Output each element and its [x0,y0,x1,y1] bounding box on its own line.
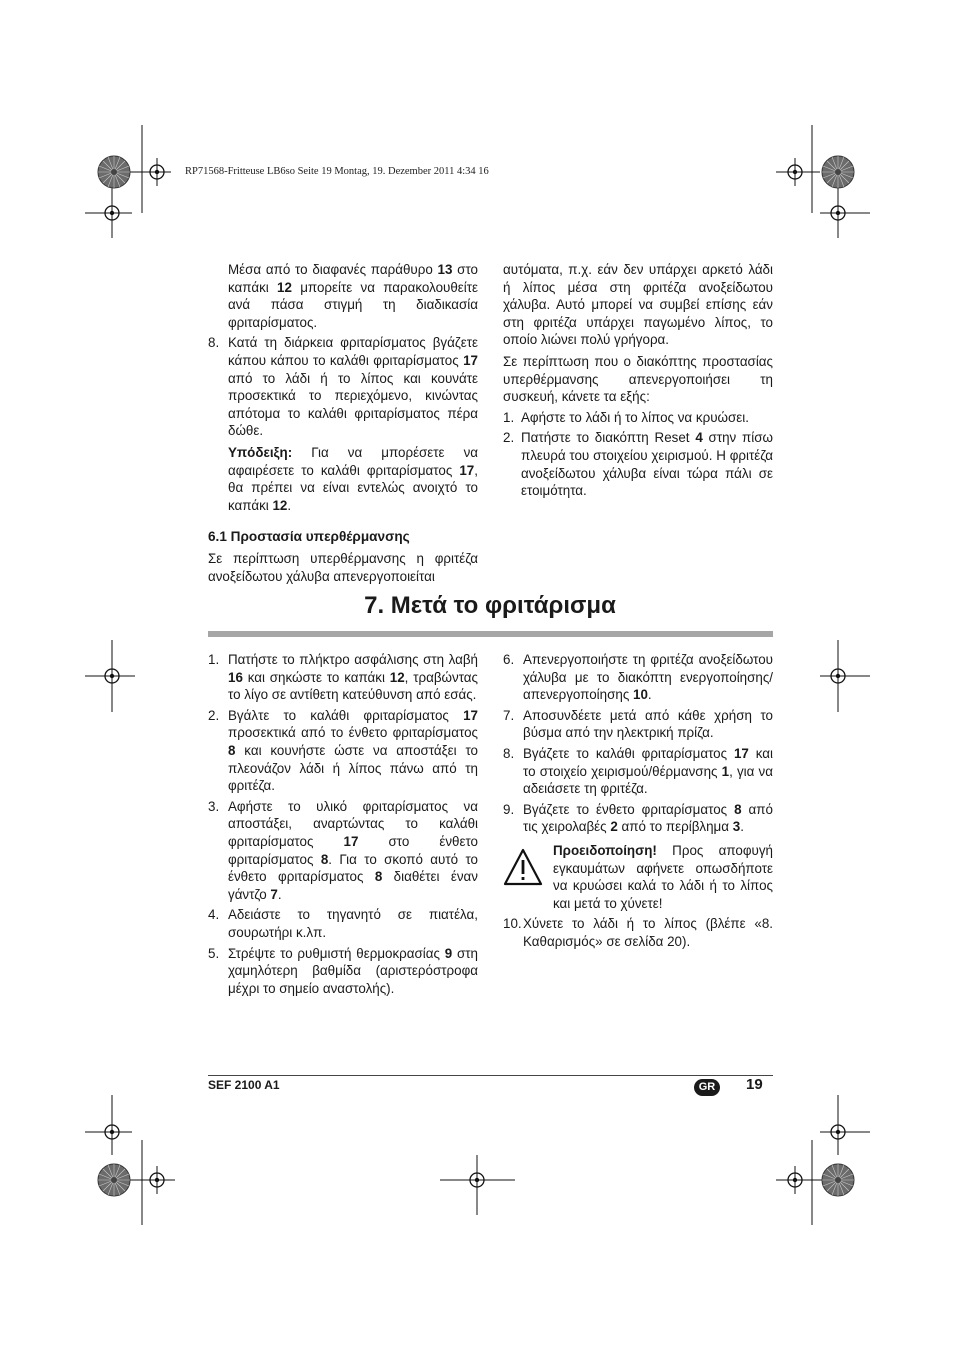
list-item: 2. Πατήστε το διακόπτη Reset 4 στην πίσω πλευρά του στοιχείου χειρισμού. Η φριτέζα ανοξείδωτου χάλυβα είναι τώρα πάλι σε ετοιμότητα. [503,430,773,499]
warning-text: Προειδοποίηση! Προς αποφυγή εγκαυμάτων αφήνετε οπωσδήποτε να κρυώσει καλά το λάδι ή το λίπος και μετά το χύνετε! [553,842,773,911]
list-item: 10. Χύνετε το λάδι ή το λίπος (βλέπε «8. Καθαρισμός» σε σελίδα 20). [503,916,773,949]
page-number: 19 [746,1076,763,1093]
list-item: 6. Απενεργοποιήστε τη φριτέζα ανοξείδωτου χάλυβα με το διακόπτη ενεργοποίησης/ απενεργοποίησης 10. [503,652,773,703]
list-item: 1. Πατήστε το πλήκτρο ασφάλισης στη λαβή 16 και σηκώστε το καπάκι 12, τραβώντας το λίγο σε αντίθετη κατεύθυνση από εσάς. [208,652,478,703]
print-slug-line: RP71568-Fritteuse LB6so Seite 19 Montag, 19. Dezember 2011 4:34 16 [185,166,489,177]
model-number: SEF 2100 A1 [208,1078,280,1092]
list-item: 7. Αποσυνδέετε μετά από κάθε χρήση το βύσμα από την ηλεκτρική πρίζα. [503,707,773,741]
bottom-left-column [208,651,478,1000]
subsection-title: 6.1 Προστασία υπερθέρμανσης [208,529,410,545]
list-item: 9. Βγάζετε το ένθετο φριταρίσματος 8 από τις χειρολαβές 2 από το περίβλημα 3. [503,801,773,835]
paragraph-auto-off: αυτόματα, π.χ. εάν δεν υπάρχει αρκετό λάδι ή λίπος μέσα στη φριτέζα ανοξείδωτου χάλυβα. Αυτό μπορεί να συμβεί επίσης εάν στη φριτέζα υπάρχει παγωμένο λίπος, το οποίο λιώνει πολύ γρήγορα. [503,262,773,348]
list-item: 2. Βγάλτε το καλάθι φριταρίσματος 17 προσεκτικά από το ένθετο φριταρίσματος 8 και κουνήστε ώστε να αποστάξει το πλεονάζον λάδι ή λίπος πάνω από τη φριτέζα. [208,707,478,794]
list-item: 3. Αφήστε το υλικό φριταρίσματος να αποστάξει, αναρτώντας το καλάθι φριταρίσματος 17 στο ένθετο φριταρίσματος 8. Για το σκοπό αυτό το ένθετο φριταρίσματος 8 διαθέτει έναν γάντζο 7. [208,798,478,902]
language-badge: GR [694,1079,720,1096]
paragraph-switch: Σε περίπτωση που ο διακόπτης προστασίας υπερθέρμανσης απενεργοποιήσει τη συσκευή, κάνετε τα εξής: [503,353,773,405]
warning-block [503,842,773,915]
section-heading: 7. Μετά το φριτάρισμα [364,592,616,619]
top-right-column [503,261,773,503]
list-item: 1. Αφήστε το λάδι ή το λίπος να κρυώσει. [503,409,749,425]
list-item: 5. Στρέψτε το ρυθμιστή θερμοκρασίας 9 στη χαμηλότερη βαθμίδα (αριστερόστροφα μέχρι το σημείο αναστολής). [208,945,478,996]
paragraph-window: Μέσα από το διαφανές παράθυρο 13 στο καπάκι 12 μπορείτε να παρακολουθείτε ανά πάσα στιγμή τη διαδικασία φριταρίσματος. [228,262,478,330]
heading-rule [208,631,773,637]
bottom-right-column [503,651,773,954]
list-item: 8. Βγάζετε το καλάθι φριταρίσματος 17 και το στοιχείο χειρισμού/θέρμανσης 1, για να αδειάσετε τη φριτέζα. [503,745,773,797]
list-item: 4. Αδειάστε το τηγανητό σε πιατέλα, σουρωτήρι κ.λπ. [208,907,478,940]
top-left-column [208,261,478,588]
paragraph-overheat: Σε περίπτωση υπερθέρμανσης η φριτέζα ανοξείδωτου χάλυβα απενεργοποιείται [208,550,478,584]
list-item: 8. Κατά τη διάρκεια φριταρίσματος βγάζετε κάπου κάπου το καλάθι φριταρίσματος 17 από το λάδι ή το λίπος και κουνάτε προσεκτικά το περιεχόμενο, κινώντας απότομα το καλάθι φριταρίσματος πέρα δώθε. [208,335,478,439]
warning-triangle-icon [503,848,543,886]
footer-rule [208,1075,773,1076]
note-paragraph: Υπόδειξη: Για να μπορέσετε να αφαιρέσετε το καλάθι φριταρίσματος 17, θα πρέπει να είναι εντελώς ανοιχτό το καπάκι 12. [228,444,478,513]
